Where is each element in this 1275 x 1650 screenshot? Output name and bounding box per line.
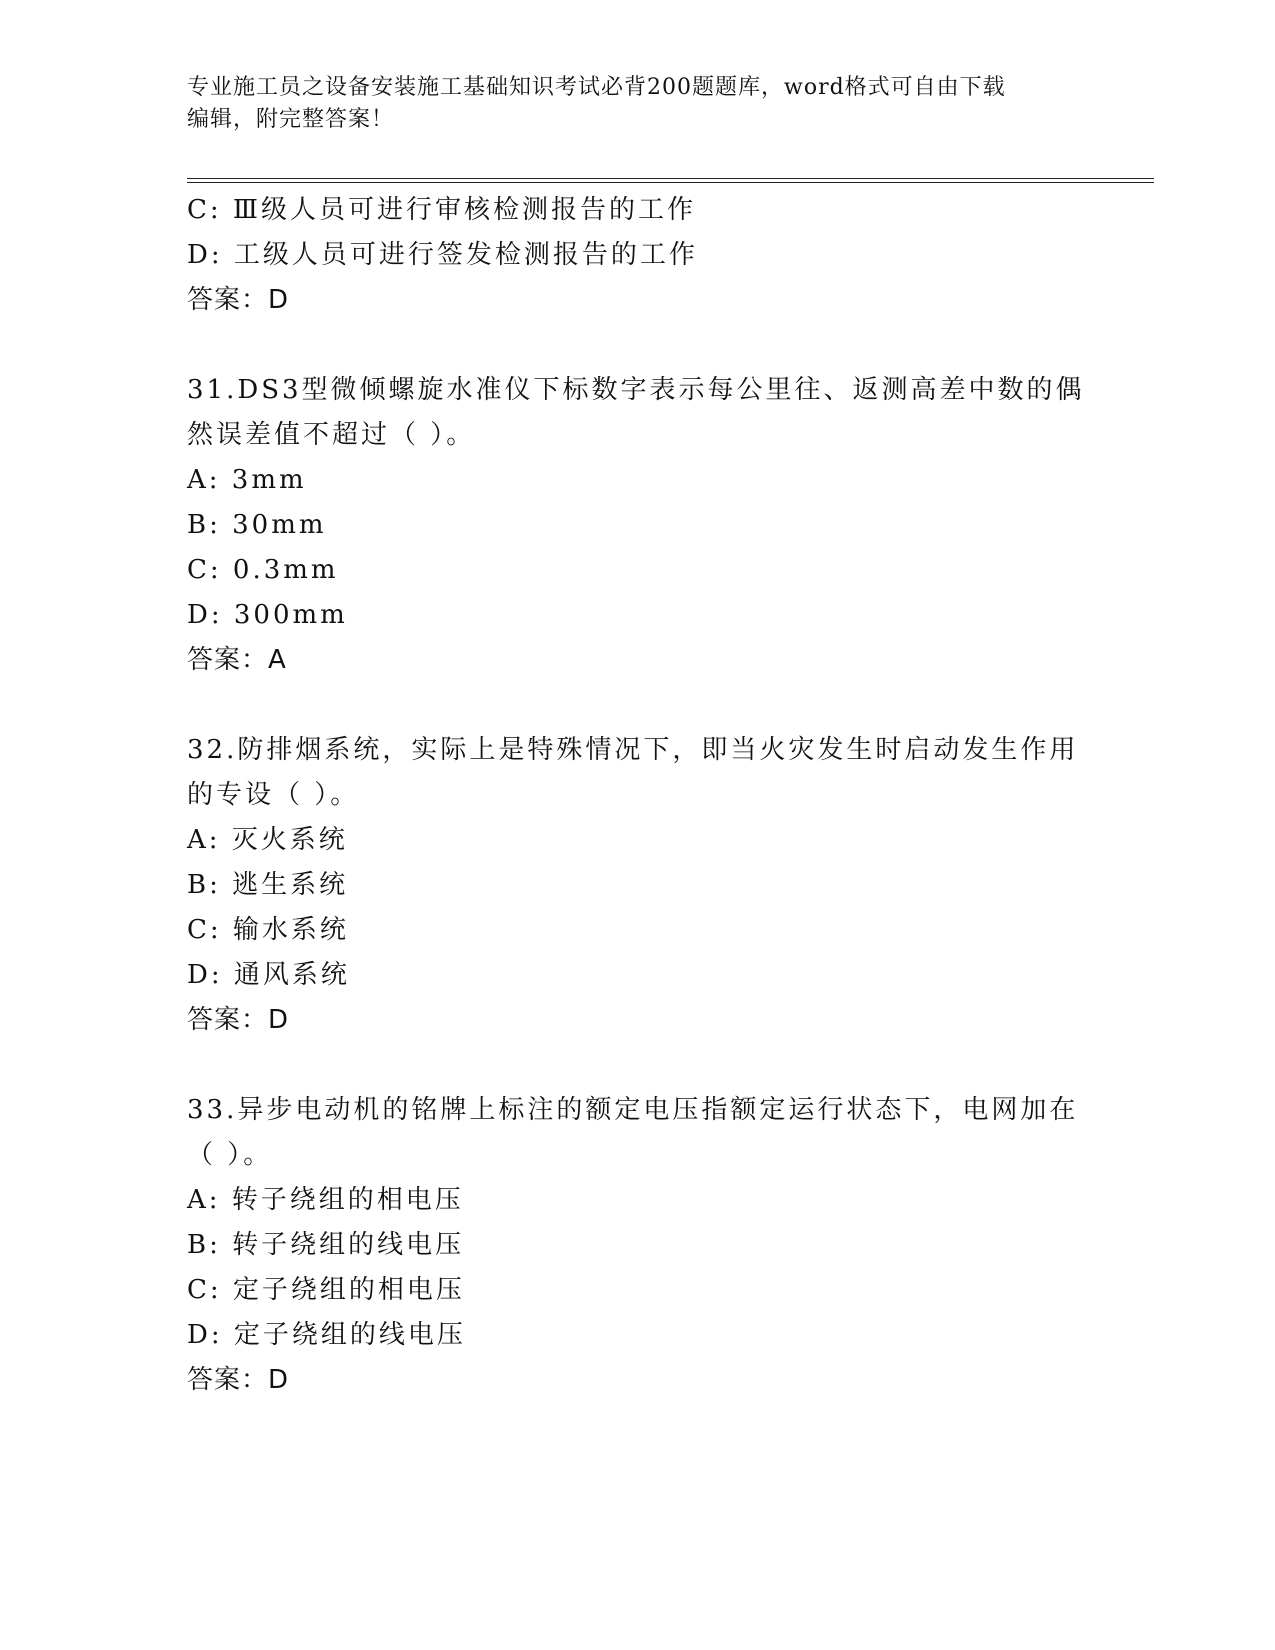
prev-answer: 答案：D (187, 285, 290, 315)
q32-stem-line-1: 32.防排烟系统，实际上是特殊情况下，即当火灾发生时启动发生作用 (187, 735, 1079, 765)
q33-option-c: C: 定子绕组的相电压 (187, 1275, 465, 1305)
prev-option-c: C: Ⅲ级人员可进行审核检测报告的工作 (187, 195, 696, 225)
q32-answer: 答案：D (187, 1005, 290, 1035)
q32-option-c: C: 输水系统 (187, 915, 349, 945)
header-line-1: 专业施工员之设备安装施工基础知识考试必背200题题库，word格式可自由下载 (187, 75, 1006, 100)
q31-option-d: D: 300mm (187, 600, 348, 630)
q32-option-d: D: 通风系统 (187, 960, 350, 990)
q32-option-a: A: 灭火系统 (187, 825, 348, 855)
q32-option-b: B: 逃生系统 (187, 870, 349, 900)
document-header (187, 72, 1067, 136)
header-line-2: 编辑，附完整答案！ (187, 107, 395, 132)
q32-stem-line-2: 的专设（ ）。 (187, 780, 360, 810)
q33-stem-line-2: （ ）。 (187, 1140, 273, 1170)
header-rule-bottom (187, 182, 1154, 183)
q33-stem-line-1: 33.异步电动机的铭牌上标注的额定电压指额定运行状态下，电网加在 (187, 1095, 1079, 1125)
q31-option-c: C: 0.3mm (187, 555, 339, 585)
q33-option-b: B: 转子绕组的线电压 (187, 1230, 465, 1260)
q33-option-a: A: 转子绕组的相电压 (187, 1185, 464, 1215)
q31-option-a: A: 3mm (187, 465, 307, 495)
q33-answer: 答案：D (187, 1365, 290, 1395)
q31-answer: 答案：A (187, 645, 287, 675)
q31-option-b: B: 30mm (187, 510, 327, 540)
prev-option-d: D: 工级人员可进行签发检测报告的工作 (187, 240, 698, 270)
q33-option-d: D: 定子绕组的线电压 (187, 1320, 466, 1350)
header-rule-top (187, 178, 1154, 179)
q31-stem-line-2: 然误差值不超过（ ）。 (187, 420, 476, 450)
q31-stem-line-1: 31.DS3型微倾螺旋水准仪下标数字表示每公里往、返测高差中数的偶 (187, 375, 1085, 405)
